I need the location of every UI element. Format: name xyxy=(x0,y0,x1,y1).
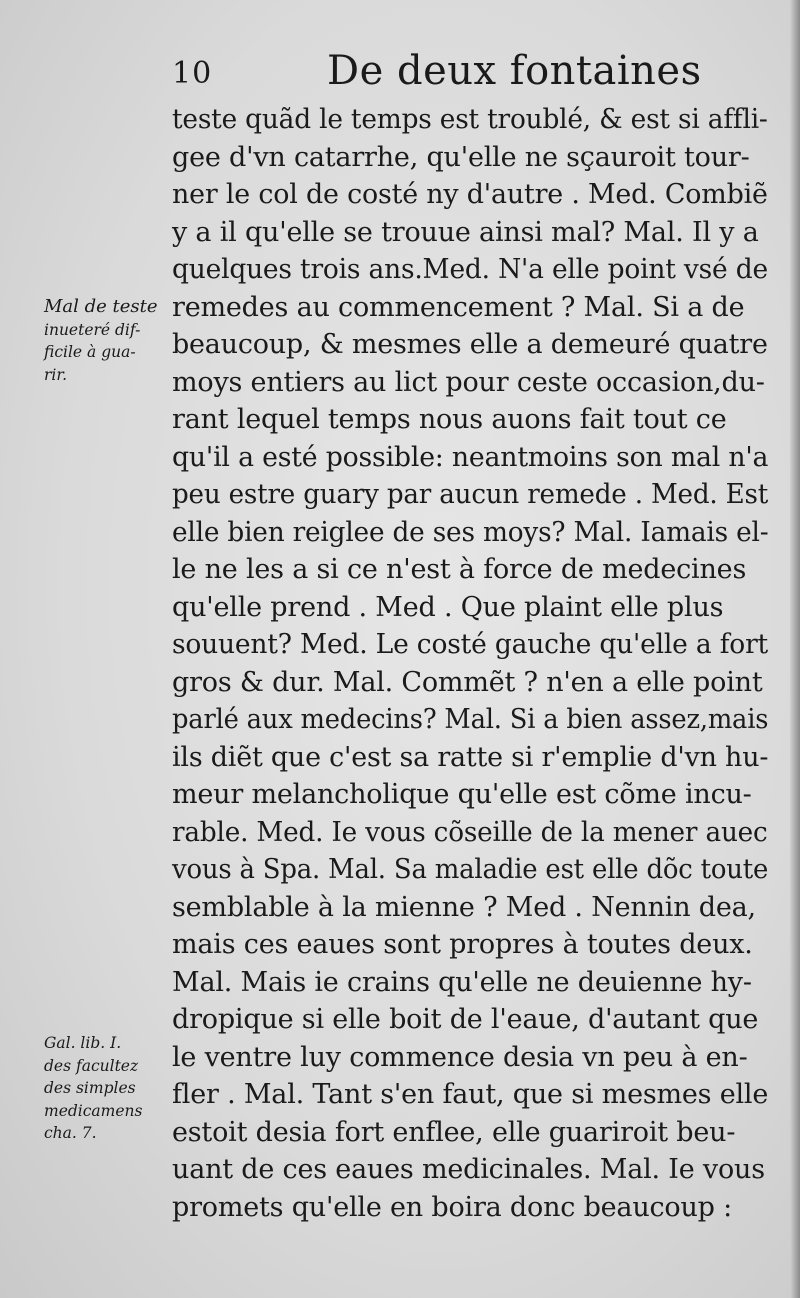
text-line: vous à Spa. Mal. Sa maladie est elle dõc toute xyxy=(172,854,769,885)
margin-note-line: medicamens xyxy=(44,1101,143,1120)
margin-note-galen-reference xyxy=(44,1032,172,1145)
text-line: meur melancholique qu'elle est cõme incu- xyxy=(172,779,752,810)
margin-note-line: des simples xyxy=(44,1079,136,1097)
text-line: moys entiers au lict pour ceste occasion,du- xyxy=(172,366,765,398)
text-line: estoit desia fort enflee, elle guariroit beu- xyxy=(172,1116,736,1148)
text-line: semblable à la mienne ? Med . Nennin dea, xyxy=(172,891,756,923)
text-line: beaucoup, & mesmes elle a demeuré quatre xyxy=(172,329,768,360)
margin-note-line: cha. 7. xyxy=(44,1124,97,1142)
text-line: quelques trois ans.Med. N'a elle point vsé de xyxy=(172,254,768,285)
text-line: uant de ces eaues medicinales. Mal. Ie vous xyxy=(172,1154,765,1185)
text-line: gee d'vn catarrhe, qu'elle ne sçauroit tour- xyxy=(172,141,750,173)
margin-note-line: ficile à gua- xyxy=(44,343,136,361)
text-line: dropique si elle boit de l'eaue, d'autant que xyxy=(172,1004,759,1035)
text-line: teste quãd le temps est troublé, & est si affli- xyxy=(172,104,768,135)
margin-note-line: Gal. lib. I. xyxy=(44,1034,122,1052)
text-line: fler . Mal. Tant s'en faut, que si mesmes elle xyxy=(172,1079,769,1110)
text-line: rable. Med. Ie vous cõseille de la mener auec xyxy=(172,816,768,848)
text-line: peu estre guary par aucun remede . Med. Est xyxy=(172,479,769,510)
margin-note-line: Mal de teste xyxy=(44,296,158,317)
body-text xyxy=(172,101,768,1226)
text-line: qu'il a esté possible: neantmoins son mal n'a xyxy=(172,441,769,473)
margin-note-line: des facultez xyxy=(44,1056,139,1075)
text-line: y a il qu'elle se trouue ainsi mal? Mal. Il y a xyxy=(172,216,759,248)
page-header xyxy=(172,40,772,100)
text-line: gros & dur. Mal. Commẽt ? n'en a elle point xyxy=(172,666,763,698)
text-line: Mal. Mais ie crains qu'elle ne deuienne hy- xyxy=(172,966,752,998)
page-number: 10 xyxy=(172,56,213,91)
margin-note-chronic-head-pain xyxy=(44,296,172,386)
text-line: elle bien reiglee de ses moys? Mal. Iamais el- xyxy=(172,516,769,548)
running-title: De deux fontaines xyxy=(327,48,702,94)
text-line: ils diẽt que c'est sa ratte si r'emplie d'vn hu- xyxy=(172,741,769,773)
text-line: parlé aux medecins? Mal. Si a bien assez,mais xyxy=(172,704,769,735)
text-line: le ventre luy commence desia vn peu à en- xyxy=(172,1041,748,1073)
text-line: qu'elle prend . Med . Que plaint elle plus xyxy=(172,591,724,623)
margin-note-line: inueteré dif- xyxy=(44,320,141,339)
text-line: ner le col de costé ny d'autre . Med. Combiẽ xyxy=(172,179,768,210)
text-line: promets qu'elle en boira donc beaucoup : xyxy=(172,1191,733,1223)
text-line: remedes au commencement ? Mal. Si a de xyxy=(172,291,745,323)
page-edge-shadow xyxy=(790,0,800,1298)
margin-note-line: rir. xyxy=(44,365,68,384)
text-line: rant lequel temps nous auons fait tout ce xyxy=(172,404,727,435)
text-line: souuent? Med. Le costé gauche qu'elle a fort xyxy=(172,629,769,660)
text-line: le ne les a si ce n'est à force de medecines xyxy=(172,554,747,585)
text-line: mais ces eaues sont propres à toutes deux. xyxy=(172,929,753,960)
